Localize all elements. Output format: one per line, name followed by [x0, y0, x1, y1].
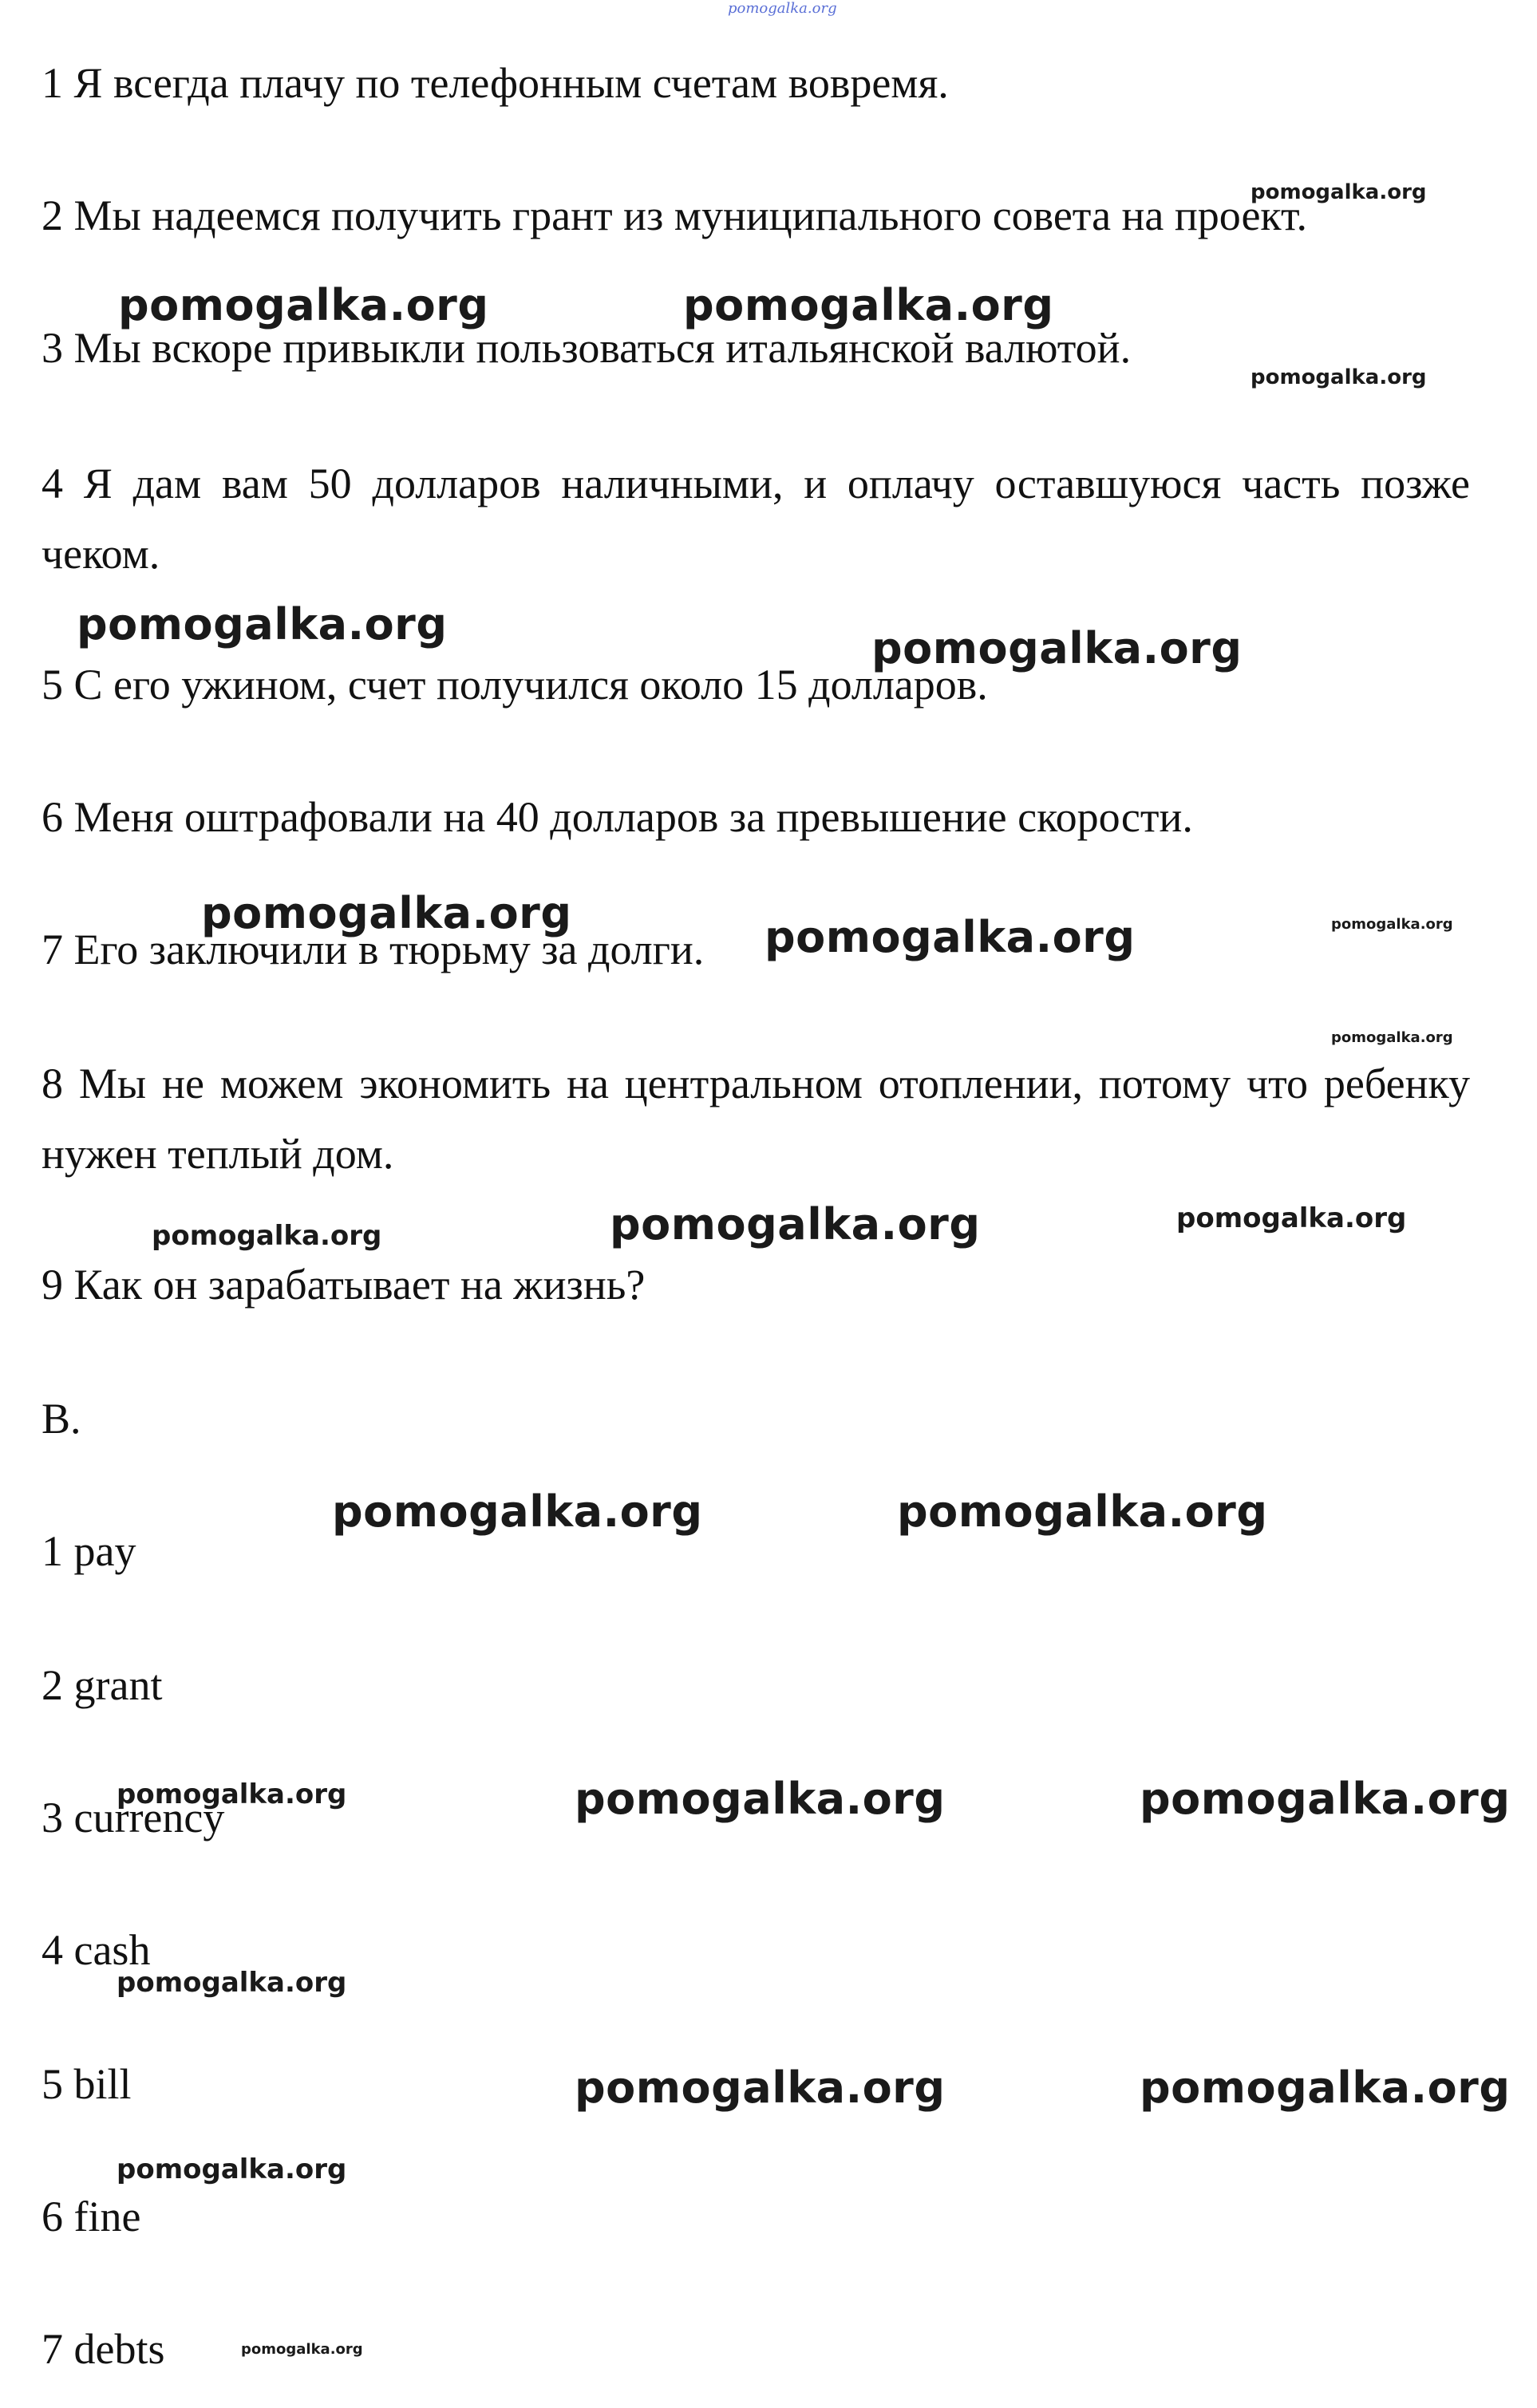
watermark: pomogalka.org: [201, 888, 572, 938]
watermark: pomogalka.org: [1140, 2063, 1511, 2113]
watermark: pomogalka.org: [683, 280, 1054, 330]
watermark: pomogalka.org: [575, 2063, 946, 2113]
watermark: pomogalka.org: [117, 1778, 347, 1810]
answer-3: 3 currency: [41, 1794, 225, 1842]
watermark: pomogalka.org: [152, 1220, 382, 1252]
watermark: pomogalka.org: [1251, 180, 1427, 204]
watermark: pomogalka.org: [765, 912, 1136, 962]
sentence-8: 8 Мы не можем экономить на центральном отоплении, потому что ребенку нужен теплый дом.: [41, 1060, 1470, 1178]
watermark: pomogalka.org: [118, 280, 489, 330]
watermark: pomogalka.org: [1331, 1029, 1453, 1046]
watermark: pomogalka.org: [117, 1967, 347, 1999]
answer-7: 7 debts: [41, 2325, 165, 2373]
sentence-9: 9 Как он зарабатывает на жизнь?: [41, 1261, 646, 1309]
header-watermark: pomogalka.org: [728, 0, 837, 17]
answer-5: 5 bill: [41, 2060, 132, 2108]
watermark: pomogalka.org: [77, 599, 448, 649]
watermark: pomogalka.org: [1176, 1202, 1407, 1234]
sentence-3: 3 Мы вскоре привыкли пользоваться итальянской валютой.: [41, 324, 1132, 372]
section-b-label: B.: [41, 1395, 81, 1443]
watermark: pomogalka.org: [871, 623, 1243, 673]
answer-6: 6 fine: [41, 2193, 141, 2240]
watermark: pomogalka.org: [610, 1199, 981, 1249]
sentence-6: 6 Меня оштрафовали на 40 долларов за превышение скорости.: [41, 793, 1193, 841]
watermark: pomogalka.org: [1331, 916, 1453, 933]
sentence-2: 2 Мы надеемся получить грант из муниципального совета на проект.: [41, 191, 1307, 239]
watermark: pomogalka.org: [241, 2341, 363, 2358]
sentence-5: 5 С его ужином, счет получился около 15 долларов.: [41, 661, 988, 709]
watermark: pomogalka.org: [1140, 1774, 1511, 1824]
watermark: pomogalka.org: [1251, 365, 1427, 389]
sentence-1: 1 Я всегда плачу по телефонным счетам вовремя.: [41, 59, 949, 107]
sentence-4: 4 Я дам вам 50 долларов наличными, и оплачу оставшуюся часть позже чеком.: [41, 460, 1470, 578]
answer-2: 2 grant: [41, 1661, 163, 1709]
answer-4: 4 cash: [41, 1926, 151, 1974]
watermark: pomogalka.org: [332, 1486, 703, 1537]
sentence-7: 7 Его заключили в тюрьму за долги.: [41, 926, 705, 973]
watermark: pomogalka.org: [897, 1486, 1268, 1537]
answer-1: 1 pay: [41, 1527, 136, 1575]
watermark: pomogalka.org: [117, 2153, 347, 2185]
watermark: pomogalka.org: [575, 1774, 946, 1824]
